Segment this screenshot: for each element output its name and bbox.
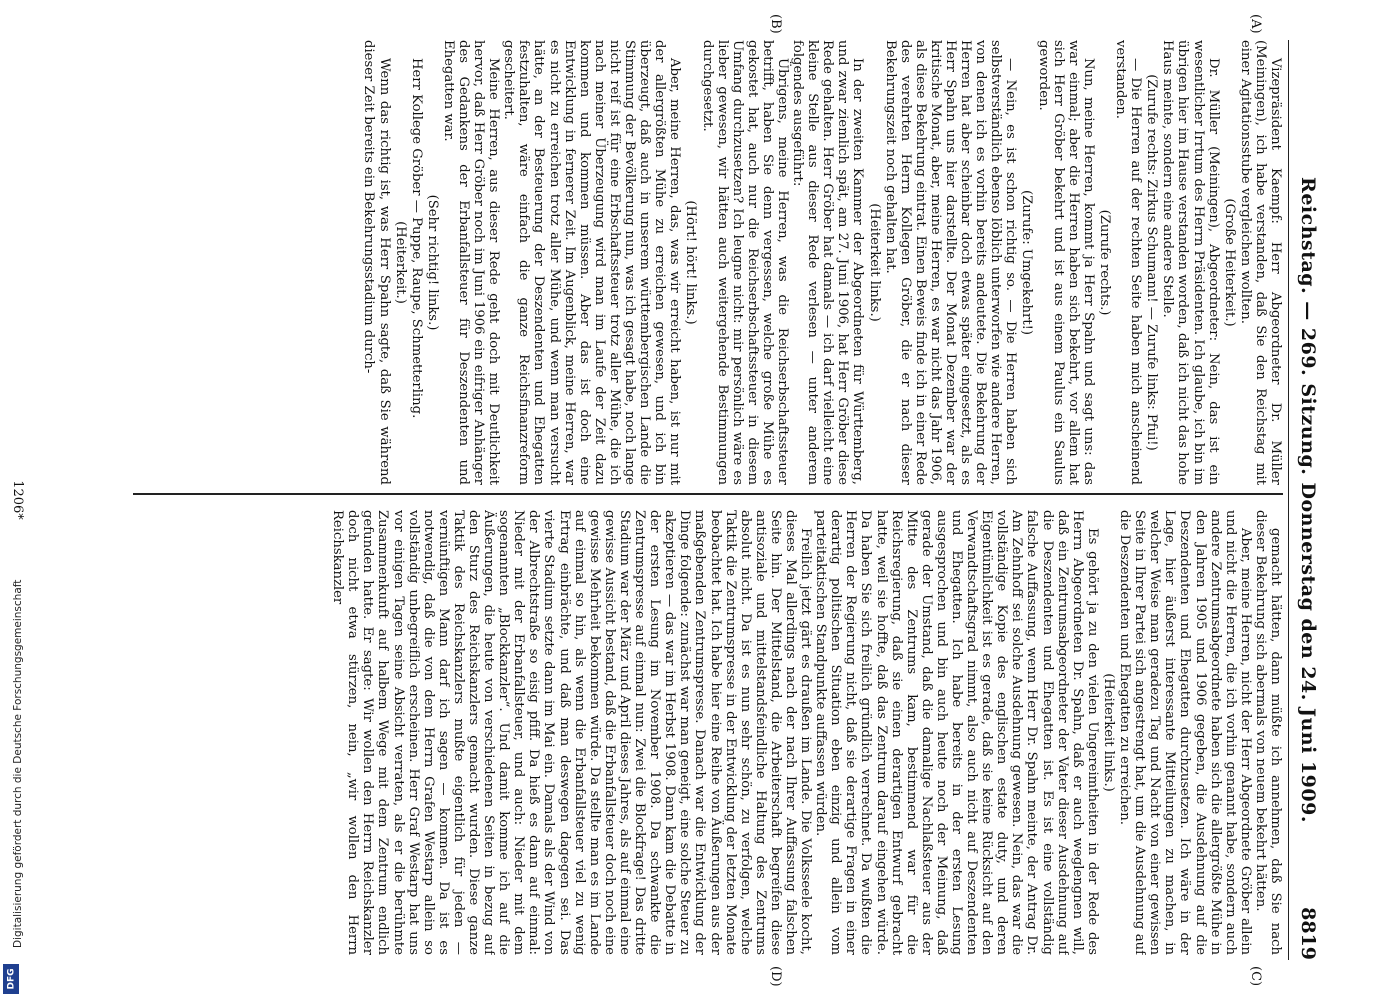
page-number: 8819 — [1297, 907, 1319, 960]
interjection: (Hört! hört! links.) — [683, 200, 699, 325]
page-header — [1288, 40, 1323, 960]
digitization-credit — [0, 0, 22, 1000]
interjection: (Zurufe rechts.) — [1096, 209, 1112, 316]
paragraph: Nun, meine Herren, kommt ja Herr Spahn und sagt uns: das war einmal; aber die Herren haben sich bekehrt, vor allem hat sich Herr Gröber bekehrt und ist aus einem Paulus ein Saulus geworden. — [1035, 40, 1096, 485]
right-text-column — [133, 510, 1283, 955]
credit-text: Digitalisierung gefördert durch die Deutsche Forschungsgemeinschaft — [12, 579, 24, 948]
paragraph: gemacht hätten, dann müßte ich annehmen, daß Sie nach dieser Bekehrung sich abermals von neuem bekehrt hätten. — [1252, 510, 1283, 955]
paragraph: Meine Herren, aus dieser Rede geht doch mit Deutlichkeit hervor, daß Herr Gröber noch im Juni 1906 ein eifriger Anhänger des Gedankens der Erbanfallsteuer für Deszendenten und Ehegatten war. — [440, 40, 502, 485]
column-divider — [133, 493, 1283, 495]
paragraph: Freilich jetzt gärt es draußen im Lande. Die Volksseele kocht, dieses Mal allerdings nach der nach Ihrer Auffassung falschen Seite hin. Der Mittelstand, die Arbeiterschaft begreifen diese antisoziale und mittelstandsfeindliche Haltung des Zentrums absolut nicht. Da ist es nun sehr schön, zu verfolgen, welche Taktik die Zentrumspresse in der Entwicklung der letzten Monate beobachtet hat. Ich habe hier eine Reihe von Äußerungen aus der maßgebenden Zentrumspresse. Danach war die Entwicklung der Dinge folgende: zunächst war man geneigt, eine solche Steuer zu akzeptieren — das war im Herbst 1908. Dann kam die Debatte in der ersten Lesung im November 1908. Da schwankte die Zentrumspresse auf einmal nun: Zwei die Blockfrage! Das dritte Stadium war der März und April dieses Jahres, als auf einmal eine gewisse Aussicht bestand, daß die Erbanfallsteuer doch noch eine gewisse Mehrheit bekommen würde. Da stellte man es im Lande auf einmal so hin, als wenn die Erbanfallsteuer viel zu wenig Ertrag einbrächte, und daß man deswegen dagegen sei. Das vierte Stadium setzte dann im Mai ein. Damals als der Wind von der Albrechtstraße so eisig pfiff. Da hieß es dann auf einmal: Nieder mit der Erbanfallsteuer, und auch: Nieder mit dem sogenannten „Blockkanzler“. Und damit komme ich auf die Äußerungen, die heute von verschiedenen Seiten in bezug auf den Sturz des Reichskanzlers gemacht wurden. Diese ganze Taktik des Reichskanzlers mußte eigentlich für jeden — vernünftigen Mann darf ich sagen — kommen. Da ist es notwendig, daß die von dem Herrn Grafen Westarp allein so vollständig unbegreiflich erscheinen. Herr Graf Westarp hat uns vor einigen Tagen seine Absicht verraten, als er die berühmte Zusammenkunft auf halbem Wege mit dem Zentrum endlich gefunden hatte. Er sagte: Wir wollen den Herrn Reichskanzler doch nicht etwa stürzen, nein, „wir wollen den Herrn Reichskanzler — [330, 510, 814, 955]
left-text-column — [133, 40, 1283, 485]
paragraph: In der zweiten Kammer der Abgeordneten für Württemberg, und zwar ziemlich spät, am 27. Juni 1906, hat Herr Gröber diese Rede gehalten. Herr Gröber hat damals — ich darf vielleicht eine kleine Stelle aus dieser Rede verlesen — unter anderem folgendes ausgeführt: — [790, 40, 866, 485]
interjection: (Zurufe rechts: Zirkus Schumann! — Zurufe links: Pfui!) — [1144, 74, 1160, 451]
paragraph: — Nein, es ist schon richtig so. — Die Herren haben sich selbstverständlich ebenso löblich unterworfen wie andere Herren, von denen ich es vorhin bereits andeutete. Die Bekehrung der Herren hat aber scheinbar doch etwas später eingesetzt, als es Herr Spahn uns hier darstellte. Der Monat Dezember war der kritische Monat, aber, meine Herren, es war nicht das Jahr 1906, als diese Bekehrung eintrat. Einen Beweis finde ich in einer Rede des verehrten Herrn Kollegen Gröber, die er nach dieser Bekehrungszeit noch gehalten hat. — [882, 40, 1019, 485]
margin-letter-d: (D) — [768, 966, 783, 987]
paragraph: Dr. Müller (Meiningen), Abgeordneter: Nein, das ist ein wesentlicher Irrtum des Herrn Präsidenten. Ich glaube, ich bin im übrigen hier im Hause verstanden worden, daß ich nicht das hohe Haus meinte, sondern eine andere Stelle. — [1160, 40, 1221, 485]
interjection: (Heiterkeit.) — [392, 221, 408, 304]
paragraph: Vizepräsident Kaempf: Herr Abgeordneter Dr. Müller (Meiningen), ich habe verstanden, daß Sie den Reichstag mit einer Agitationsstube vergleichen wollten. — [1237, 40, 1283, 485]
dfg-logo-icon: DFG — [3, 964, 19, 994]
signature-mark: 1206* — [10, 480, 25, 520]
paragraph: Aber, meine Herren, das, was wir erreicht haben, ist nur mit der allergrößten Mühe zu erreichen gewesen, und ich bin überzeugt, daß auch in unserem württembergischen Lande die Stimmung der Bevölkerung nun, was ich gesagt habe, noch lange nicht reif ist für eine Erbschaftssteuer trotz aller Mühe, die ich nach meiner Überzeugung wird man im Laufe der Zeit dazu kommen und kommen müssen. Aber das ist doch eine Entwicklung in fernerer Zeit. Im Augenblick, meine Herren, war es nicht zu erreichen trotz aller Mühe, und wenn man versucht hätte, an der Besteuerung der Deszendenten und Ehegatten festzuhalten, wäre einfach die ganze Reichsfinanzreform gescheitert. — [501, 40, 683, 485]
paragraph: Aber, meine Herren, nicht der Herr Abgeordnete Gröber allein und nicht die Herren, die ich vorhin genannt habe, sondern auch andere Zentrumsabgeordnete haben sich die allergrößte Mühe in den Jahren 1905 und 1906 gegeben, die Ausdehnung auf die Deszendenten und Ehegatten durchzusetzen. Ich wäre in der Lage, hier äußerst interessante Mitteilungen zu machen, in welcher Weise man geradezu Tag und Nacht von einer gewissen Seite in Ihrer Partei sich angestrengt hat, um die Ausdehnung auf die Deszendenten und Ehegatten zu erreichen. — [1117, 510, 1253, 955]
margin-letter-a: (A) — [1248, 14, 1263, 34]
paragraph: Es gehört ja zu den vielen Ungereimtheiten in der Rede des Herrn Abgeordneten Dr. Spahn, daß er auch weglengnen will, daß ein Zentrumsabgeordneter der Vater dieser Ausdehnung auf die Deszendenten und Ehegatten ist. Es ist eine vollständig falsche Auffassung, wenn Herr Dr. Spahn meinte, der Antrag Dr. Am Zehnhoff sei solche Ausdehnung gewesen. Nein, das war die vollständige Kopie des englischen estate duty, und deren Eigentümlichkeit ist es gerade, daß sie keine Rücksicht auf den Verwandtschaftsgrad nimmt, also auch nicht auf Deszendenten und Ehegatten. Ich habe bereits in der ersten Lesung ausgesprochen und bin auch heute noch der Meinung, daß gerade der Umstand, daß die damalige Nachlaßsteuer aus der Mitte des Zentrums kam, bestimmend war für die Reichsregierung, daß sie einen derartigen Entwurf gebracht hatte, weil sie hoffte, daß das Zentrum darauf eingehen würde. Da haben Sie sich freilich gründlich verrechnet. Da wußten die Herren der Regierung nicht, daß sie derartige Fragen in einer derartig politischen Situation eben einzig und allein vom parteitaktischen Standpunkte auffassen würden. — [813, 510, 1100, 955]
page-title: Reichstag. — 269. Sitzung. Donnerstag den 24. Juni 1909. — [1297, 177, 1319, 823]
margin-letter-b: (B) — [768, 14, 783, 34]
paragraph: — Die Herren auf der rechten Seite haben mich anscheinend verstanden. — [1113, 40, 1144, 485]
interjection: (Heiterkeit links.) — [866, 203, 882, 322]
interjection: (Heiterkeit links.) — [1100, 673, 1116, 792]
interjection: (Zurufe: Umgekehrt!) — [1019, 189, 1035, 336]
margin-letter-c: (C) — [1248, 966, 1263, 987]
paragraph: Wenn das richtig ist, was Herr Spahn sagte, daß Sie während dieser Zeit bereits ein Bekehrungsstadium durch- — [361, 40, 392, 485]
paragraph: Herr Kollege Gröber — Puppe, Raupe, Schmetterling. — [408, 58, 424, 419]
interjection: (Große Heiterkeit.) — [1221, 198, 1237, 327]
interjection: (Sehr richtig! links.) — [424, 194, 440, 331]
paragraph: Übrigens, meine Herren, was die Reichserbschaftssteuer betrifft, haben Sie denn vergessen, welche große Mühe es gekostet hat, auch nur die Reichserbschaftssteuer in diesem Umfang durchzusetzen? Ich leugne nicht: mir persönlich wäre es lieber gewesen, wir hätten auch weitergehende Bestimmungen durchgesetzt. — [699, 40, 790, 485]
